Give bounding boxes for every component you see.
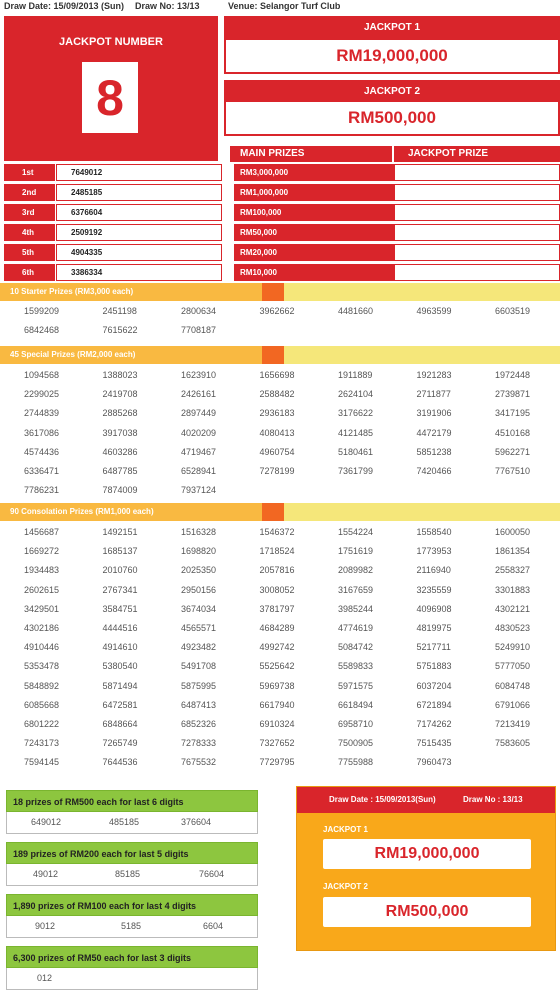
prize-number-cell: 7615622: [102, 325, 138, 336]
prize-number-cell: 6487413: [181, 699, 217, 710]
digit-prize-values: [6, 812, 258, 834]
summary-jackpot2-label: JACKPOT 2: [323, 882, 368, 891]
digit-prize-value: 6604: [203, 921, 224, 931]
prize-amount: RM3,000,000: [234, 164, 394, 181]
prize-number-cell: 2602615: [24, 584, 60, 595]
prize-number-cell: 5353478: [24, 661, 60, 672]
prize-number-cell: 5491708: [181, 661, 217, 672]
prize-number-cell: 3584751: [102, 603, 138, 614]
draw-date: Draw Date: 15/09/2013 (Sun): [4, 1, 125, 11]
prize-number-cell: 6852326: [181, 719, 217, 729]
digit-prize-values: [6, 864, 258, 886]
prize-number: 3386334: [56, 264, 222, 281]
prize-number-cell: 2299025: [24, 389, 60, 400]
digit-prize-title: 6,300 prizes of RM50 each for last 3 digits: [6, 946, 258, 968]
prize-number-cell: 5848892: [24, 680, 60, 691]
prize-number-cell: 4510168: [495, 427, 531, 438]
prize-rank: 6th: [4, 264, 55, 281]
prize-number-cell: 4574436: [24, 446, 60, 457]
jackpot-summary-box: [296, 786, 556, 951]
prize-number-cell: 3781797: [259, 603, 295, 614]
prize-number-cell: 1554224: [338, 527, 374, 537]
digit-prize-value: 376604: [181, 817, 212, 827]
prize-number-cell: 4830523: [495, 623, 531, 633]
prize-number-cell: 5217711: [416, 642, 451, 653]
prize-number-cell: 7278333: [181, 738, 217, 749]
main-prizes-header: MAIN PRIZES: [230, 146, 392, 162]
jackpot-prize-cell: [394, 224, 560, 241]
venue: Venue: Selangor Turf Club: [228, 1, 341, 11]
summary-jackpot1-label: JACKPOT 1: [323, 825, 368, 834]
digit-prize-values: [6, 916, 258, 938]
consolation-prizes-label: 90 Consolation Prizes (RM1,000 each): [0, 503, 262, 521]
prize-number-cell: 4080413: [259, 427, 295, 438]
digit-prize-group: [6, 842, 258, 886]
prize-number-cell: 2419708: [102, 389, 138, 400]
prize-number-cell: 5180461: [338, 446, 374, 457]
prize-number-cell: 5249910: [495, 642, 531, 653]
prize-number-cell: 7278199: [259, 466, 295, 476]
jackpot-number-panel: [4, 16, 218, 161]
prize-number-cell: 6842468: [24, 325, 60, 336]
prize-number-cell: 2057816: [259, 565, 295, 576]
digit-prize-values: [6, 968, 258, 990]
prize-number-cell: 1516328: [181, 527, 217, 537]
prize-number-cell: 1861354: [495, 546, 531, 557]
prize-number-cell: 2025350: [181, 565, 217, 576]
prize-amount: RM10,000: [234, 264, 394, 281]
prize-number-cell: 3191906: [416, 408, 452, 419]
prize-number-cell: 7594145: [24, 757, 60, 768]
digit-prize-value: 9012: [35, 921, 56, 931]
prize-number-cell: 7786231: [24, 485, 60, 496]
digit-prize-group: [6, 894, 258, 938]
prize-number-cell: 2588482: [259, 389, 295, 400]
prize-number-cell: 1388023: [102, 370, 138, 380]
draw-number: Draw No: 13/13: [135, 1, 200, 11]
prize-number-cell: 1773953: [416, 546, 452, 557]
prize-number-cell: 3962662: [259, 306, 295, 316]
prize-number-cell: 2897449: [181, 408, 217, 419]
prize-number-cell: 6617940: [259, 699, 295, 710]
prize-number: 4904335: [56, 244, 222, 261]
digit-prize-value: 76604: [199, 869, 225, 879]
prize-number-cell: 4302186: [24, 623, 60, 633]
prize-number-cell: 4302121: [495, 603, 531, 614]
jackpot2-label: JACKPOT 2: [224, 80, 560, 102]
prize-row: [4, 204, 560, 221]
prize-number-cell: 3985244: [338, 603, 374, 614]
prize-number-cell: 4121485: [338, 427, 374, 438]
prize-number-cell: 7874009: [102, 485, 138, 496]
prize-number-cell: 6801222: [24, 719, 60, 729]
prize-number-cell: 3429501: [24, 603, 60, 614]
prize-number-cell: 1921283: [416, 370, 452, 380]
prize-number-cell: 2767341: [102, 584, 138, 595]
prize-number-cell: 4096908: [416, 603, 452, 614]
prize-rank: 3rd: [4, 204, 55, 221]
prize-number-cell: 4923482: [181, 642, 217, 653]
digit-prize-title: 189 prizes of RM200 each for last 5 digits: [6, 842, 258, 864]
prize-number-cell: 4719467: [181, 446, 217, 457]
prize-number-cell: 1718524: [259, 546, 295, 557]
summary-header: [297, 787, 555, 813]
prize-number-cell: 7675532: [181, 757, 217, 768]
prize-number-cell: 6791066: [495, 699, 531, 710]
prize-number-cell: 6037204: [416, 680, 452, 691]
jackpot2-value: RM500,000: [224, 100, 560, 136]
prize-number-cell: 6910324: [259, 719, 295, 729]
prize-number-cell: 5962271: [495, 446, 531, 457]
consolation-prizes-band: [0, 503, 560, 521]
prize-number-cell: 3417195: [495, 408, 531, 419]
prize-number-cell: 7361799: [338, 466, 374, 476]
prize-number-cell: 2885268: [102, 408, 138, 419]
prize-number-cell: 4444516: [102, 623, 138, 633]
prize-number-cell: 1599209: [24, 306, 60, 316]
prize-number: 2509192: [56, 224, 222, 241]
jackpot-prize-header: JACKPOT PRIZE: [394, 146, 560, 162]
prize-number: 7649012: [56, 164, 222, 181]
prize-number-cell: 7265749: [102, 738, 138, 749]
prize-number-cell: 1972448: [495, 370, 531, 380]
starter-prizes-band: [0, 283, 560, 301]
prize-number-cell: 7174262: [416, 719, 452, 729]
prize-number-cell: 7960473: [416, 757, 452, 768]
prize-amount: RM50,000: [234, 224, 394, 241]
prize-number-cell: 5525642: [259, 661, 295, 672]
prize-number-cell: 1656698: [259, 370, 295, 380]
prize-number-cell: 1094568: [24, 370, 60, 380]
prize-number-cell: 5589833: [338, 661, 374, 672]
prize-number-cell: 4481660: [338, 306, 374, 316]
prize-number-cell: 4603286: [102, 446, 138, 457]
prize-number-cell: 6603519: [495, 306, 531, 316]
digit-prize-value: 485185: [109, 817, 140, 827]
prize-number-cell: 3917038: [102, 427, 138, 438]
prize-number-cell: 3674034: [181, 603, 217, 614]
prize-number-cell: 7243173: [24, 738, 60, 749]
prize-number-cell: 6618494: [338, 699, 374, 710]
prize-number-cell: 7644536: [102, 757, 138, 768]
summary-jackpot1-value: RM19,000,000: [323, 839, 531, 869]
prize-number-cell: 1698820: [181, 546, 217, 557]
jackpot-prize-cell: [394, 184, 560, 201]
prize-amount: RM1,000,000: [234, 184, 394, 201]
digit-prize-title: 18 prizes of RM500 each for last 6 digits: [6, 790, 258, 812]
prize-number-cell: 4684289: [259, 623, 295, 633]
summary-draw-number: Draw No : 13/13: [463, 795, 523, 804]
prize-number-cell: 1456687: [24, 527, 60, 537]
prize-number-cell: 1751619: [338, 546, 374, 557]
jackpot-prize-cell: [394, 204, 560, 221]
prize-number-cell: 4992742: [259, 642, 295, 653]
prize-amount: RM100,000: [234, 204, 394, 221]
prize-rank: 5th: [4, 244, 55, 261]
prize-number-cell: 7729795: [259, 757, 295, 768]
prize-number-cell: 2089982: [338, 565, 374, 576]
prize-number-cell: 3176622: [338, 408, 374, 419]
prize-row: [4, 244, 560, 261]
prize-number-cell: 6848664: [102, 719, 138, 729]
prize-number-cell: 5751883: [416, 661, 452, 672]
prize-number-cell: 7420466: [416, 466, 452, 476]
band-marker: [262, 283, 284, 301]
prize-number: 2485185: [56, 184, 222, 201]
prize-number-cell: 1492151: [102, 527, 138, 537]
summary-draw-date: Draw Date : 15/09/2013(Sun): [329, 795, 436, 804]
prize-number-cell: 2558327: [495, 565, 531, 576]
prize-number-cell: 4960754: [259, 446, 295, 457]
prize-row: [4, 264, 560, 281]
prize-number-cell: 1934483: [24, 565, 60, 576]
prize-number-cell: 7500905: [338, 738, 374, 749]
prize-number-cell: 1546372: [259, 527, 295, 537]
prize-number-cell: 6528941: [181, 466, 217, 476]
prize-number-cell: 6958710: [338, 719, 374, 729]
prize-number-cell: 5084742: [338, 642, 374, 653]
jackpot-number-value: 8: [80, 60, 140, 135]
band-marker: [262, 346, 284, 364]
prize-number-cell: 4774619: [338, 623, 374, 633]
prize-rank: 1st: [4, 164, 55, 181]
prize-row: [4, 224, 560, 241]
prize-rank: 2nd: [4, 184, 55, 201]
special-prizes-band: [0, 346, 560, 364]
prize-number-cell: 7327652: [259, 738, 295, 749]
prize-number-cell: 5971575: [338, 680, 374, 691]
jackpot-prize-cell: [394, 264, 560, 281]
jackpot-prize-cell: [394, 164, 560, 181]
prize-number-cell: 6336471: [24, 466, 60, 476]
prize-number-cell: 7755988: [338, 757, 374, 768]
prize-number-cell: 2116940: [416, 565, 451, 576]
digit-prize-title: 1,890 prizes of RM100 each for last 4 digits: [6, 894, 258, 916]
prize-number-cell: 6721894: [416, 699, 452, 710]
prize-number-cell: 6487785: [102, 466, 138, 476]
prize-number-cell: 2711877: [416, 389, 451, 400]
prize-number-cell: 4910446: [24, 642, 60, 653]
digit-prize-group: [6, 946, 258, 990]
prize-number-cell: 3617086: [24, 427, 60, 438]
prize-number-cell: 3301883: [495, 584, 531, 595]
prize-number-cell: 4963599: [416, 306, 452, 316]
prize-number-cell: 7767510: [495, 466, 531, 476]
prize-number-cell: 1911889: [338, 370, 373, 380]
prize-number-cell: 5871494: [102, 680, 138, 691]
special-prizes-label: 45 Special Prizes (RM2,000 each): [0, 346, 262, 364]
band-marker: [262, 503, 284, 521]
prize-number-cell: 2744839: [24, 408, 60, 419]
prize-number-cell: 1669272: [24, 546, 60, 557]
prize-number-cell: 2010760: [102, 565, 138, 576]
jackpot-prize-cell: [394, 244, 560, 261]
prize-number-cell: 5851238: [416, 446, 452, 457]
prize-number-cell: 7583605: [495, 738, 531, 749]
prize-number-cell: 2739871: [495, 389, 531, 400]
draw-info-bar: [0, 0, 560, 14]
prize-number-cell: 3167659: [338, 584, 374, 595]
prize-amount: RM20,000: [234, 244, 394, 261]
prize-number-cell: 5777050: [495, 661, 531, 672]
prize-number-cell: 4020209: [181, 427, 217, 438]
prize-rank: 4th: [4, 224, 55, 241]
digit-prize-value: 85185: [115, 869, 141, 879]
prize-number-cell: 4914610: [102, 642, 138, 653]
prize-number-cell: 7708187: [181, 325, 217, 336]
prize-number-cell: 7937124: [181, 485, 217, 496]
digit-prize-value: 012: [37, 973, 53, 983]
prize-number-cell: 5875995: [181, 680, 217, 691]
prize-number-cell: 4472179: [416, 427, 452, 438]
prize-number-cell: 5380540: [102, 661, 138, 672]
prize-number-cell: 3008052: [259, 584, 295, 595]
summary-jackpot2-value: RM500,000: [323, 897, 531, 927]
prize-number-cell: 2800634: [181, 306, 217, 316]
prize-number: 6376604: [56, 204, 222, 221]
prize-number-cell: 1623910: [181, 370, 217, 380]
prize-number-cell: 2451198: [102, 306, 137, 316]
prize-number-cell: 1558540: [416, 527, 452, 537]
prize-number-cell: 4565571: [181, 623, 217, 633]
prize-number-cell: 2950156: [181, 584, 217, 595]
prize-number-cell: 2426161: [181, 389, 217, 400]
prize-number-cell: 2624104: [338, 389, 374, 400]
starter-prizes-label: 10 Starter Prizes (RM3,000 each): [0, 283, 262, 301]
jackpot1-value: RM19,000,000: [224, 38, 560, 74]
jackpot-number-title: JACKPOT NUMBER: [59, 36, 163, 48]
prize-number-cell: 2936183: [259, 408, 295, 419]
prize-number-cell: 7515435: [416, 738, 452, 749]
prize-number-cell: 7213419: [495, 719, 531, 729]
prize-number-cell: 6085668: [24, 699, 60, 710]
prize-row: [4, 164, 560, 181]
prize-number-cell: 6472581: [102, 699, 138, 710]
jackpot1-label: JACKPOT 1: [224, 16, 560, 38]
prize-number-cell: 4819975: [416, 623, 452, 633]
digit-prize-value: 49012: [33, 869, 59, 879]
prize-number-cell: 1600050: [495, 527, 531, 537]
prize-number-cell: 1685137: [102, 546, 138, 557]
prize-row: [4, 184, 560, 201]
digit-prize-value: 649012: [31, 817, 62, 827]
prize-number-cell: 6084748: [495, 680, 531, 691]
digit-prize-value: 5185: [121, 921, 142, 931]
digit-prize-group: [6, 790, 258, 834]
prize-number-cell: 5969738: [259, 680, 295, 691]
prize-number-cell: 3235559: [416, 584, 452, 595]
